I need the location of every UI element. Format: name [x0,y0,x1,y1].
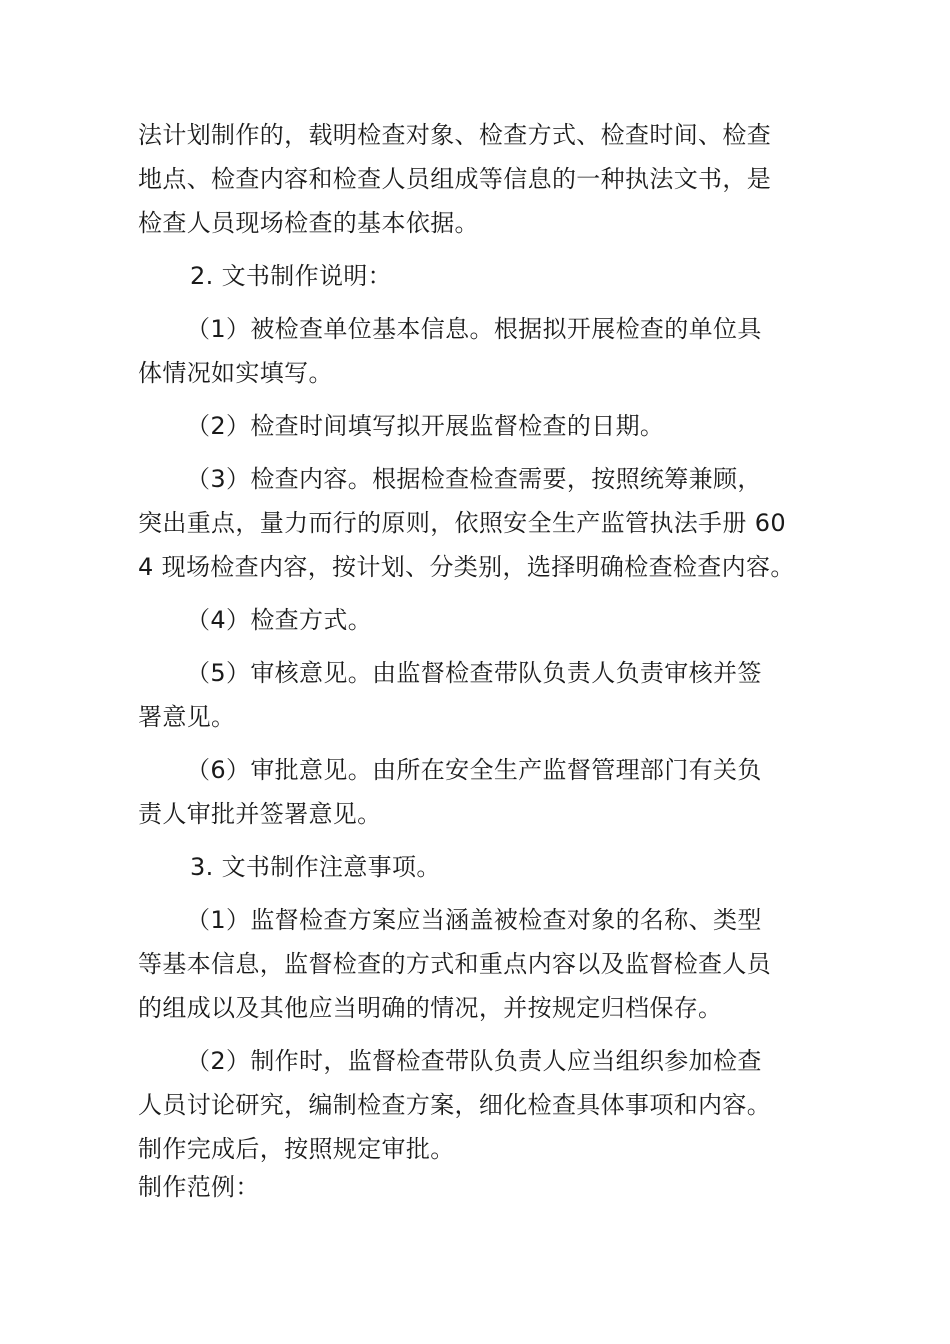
body-line: （3）检查内容。根据检查检查需要，按照统筹兼顾， [186,465,762,493]
example-heading: 制作范例： [138,1173,260,1201]
section-heading: 3. 文书制作注意事项。 [190,853,441,881]
body-line: 突出重点，量力而行的原则，依照安全生产监管执法手册 60 [138,509,786,537]
body-line: 制作完成后，按照规定审批。 [138,1135,455,1163]
body-line: （5）审核意见。由监督检查带队负责人负责审核并签 [186,659,762,687]
body-line: （1）监督检查方案应当涵盖被检查对象的名称、类型 [186,906,762,934]
body-line: （2）检查时间填写拟开展监督检查的日期。 [186,412,665,440]
body-line: （2）制作时，监督检查带队负责人应当组织参加检查 [186,1047,762,1075]
body-line: （4）检查方式。 [186,606,373,634]
body-line: 体情况如实填写。 [138,359,333,387]
body-line: 法计划制作的，载明检查对象、检查方式、检查时间、检查 [138,121,772,149]
body-line: 地点、检查内容和检查人员组成等信息的一种执法文书，是 [138,165,772,193]
document-body [138,113,813,1209]
body-line: 4 现场检查内容，按计划、分类别，选择明确检查检查内容。 [138,553,795,581]
body-line: 检查人员现场检查的基本依据。 [138,209,479,237]
body-line: 责人审批并签署意见。 [138,800,382,828]
body-line: 等基本信息，监督检查的方式和重点内容以及监督检查人员 [138,950,772,978]
body-line: （6）审批意见。由所在安全生产监督管理部门有关负 [186,756,762,784]
body-line: 署意见。 [138,703,236,731]
body-line: 的组成以及其他应当明确的情况，并按规定归档保存。 [138,994,723,1022]
section-heading: 2. 文书制作说明： [190,262,393,290]
body-line: （1）被检查单位基本信息。根据拟开展检查的单位具 [186,315,762,343]
body-line: 人员讨论研究，编制检查方案，细化检查具体事项和内容。 [138,1091,772,1119]
